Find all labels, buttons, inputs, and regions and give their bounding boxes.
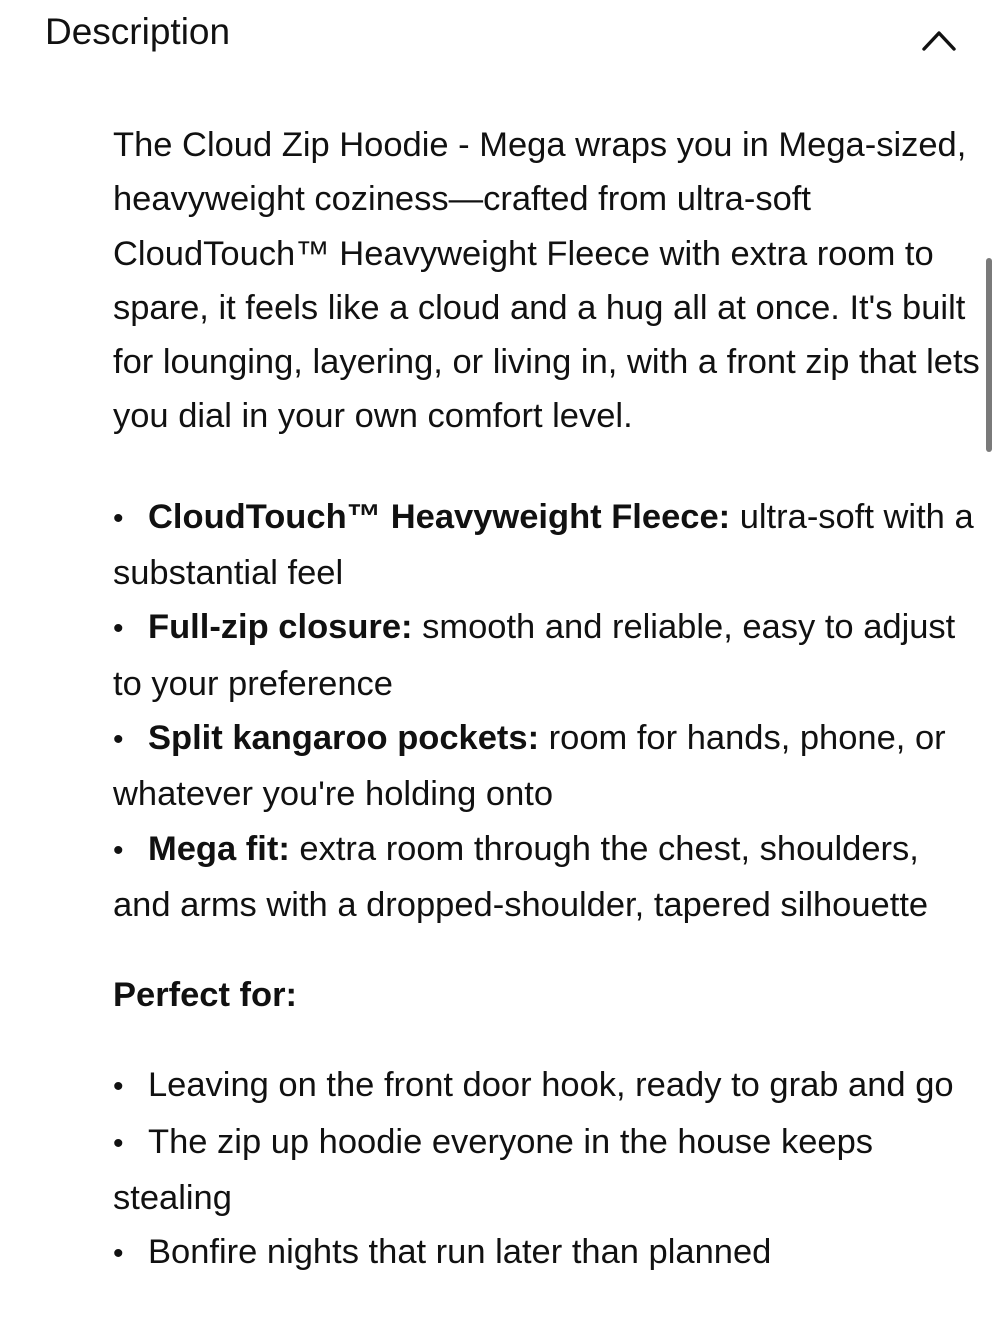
- chevron-up-icon: [914, 22, 964, 58]
- perfect-for-heading: Perfect for:: [113, 976, 298, 1015]
- list-item-text: The zip up hoodie everyone in the house keeps stealing: [113, 1122, 874, 1218]
- perfect-for-list: [113, 1058, 983, 1281]
- feature-text: ultra-soft with a substantial feel: [113, 497, 974, 593]
- feature-text: smooth and reliable, easy to adjust to your preference: [113, 608, 956, 703]
- description-body: [113, 118, 983, 1282]
- scrollbar-thumb[interactable]: [986, 258, 992, 452]
- feature-title: Split kangaroo pockets:: [148, 718, 540, 757]
- section-title: Description: [45, 11, 231, 52]
- list-item: [113, 1115, 983, 1226]
- bullet-icon: •: [113, 1126, 124, 1160]
- feature-title: CloudTouch™ Heavyweight Fleece:: [148, 497, 731, 536]
- list-item-text: Leaving on the front door hook, ready to grab and go: [148, 1066, 954, 1105]
- description-header[interactable]: [0, 0, 1000, 70]
- feature-item: [113, 822, 983, 933]
- list-item: [113, 1058, 983, 1114]
- bullet-icon: •: [113, 722, 124, 756]
- feature-item: [113, 490, 983, 601]
- bullet-icon: •: [113, 612, 124, 646]
- bullet-icon: •: [113, 833, 124, 867]
- list-item: [113, 1225, 983, 1281]
- feature-title: Mega fit:: [148, 829, 290, 868]
- list-item-text: Bonfire nights that run later than planned: [148, 1233, 772, 1272]
- intro-paragraph: The Cloud Zip Hoodie - Mega wraps you in Mega-sized, heavyweight coziness—crafted from ultra-soft CloudTouch™ Heavyweight Fleece with extra room to spare, it feels like a cloud and a hug all at once. It's built for lounging, layering, or living in, with a front zip that lets you dial in your own comfort level.: [113, 126, 980, 436]
- feature-text: extra room through the chest, shoulders, and arms with a dropped-shoulder, tapered silhouette: [113, 829, 929, 924]
- feature-text: room for hands, phone, or whatever you're holding onto: [113, 718, 946, 814]
- feature-title: Full-zip closure:: [148, 608, 413, 647]
- bullet-icon: •: [113, 1070, 124, 1104]
- bullet-icon: •: [113, 501, 124, 535]
- bullet-icon: •: [113, 1237, 124, 1271]
- feature-item: [113, 711, 983, 822]
- feature-item: [113, 600, 983, 711]
- collapse-toggle-button[interactable]: [914, 22, 964, 58]
- feature-list: [113, 490, 983, 932]
